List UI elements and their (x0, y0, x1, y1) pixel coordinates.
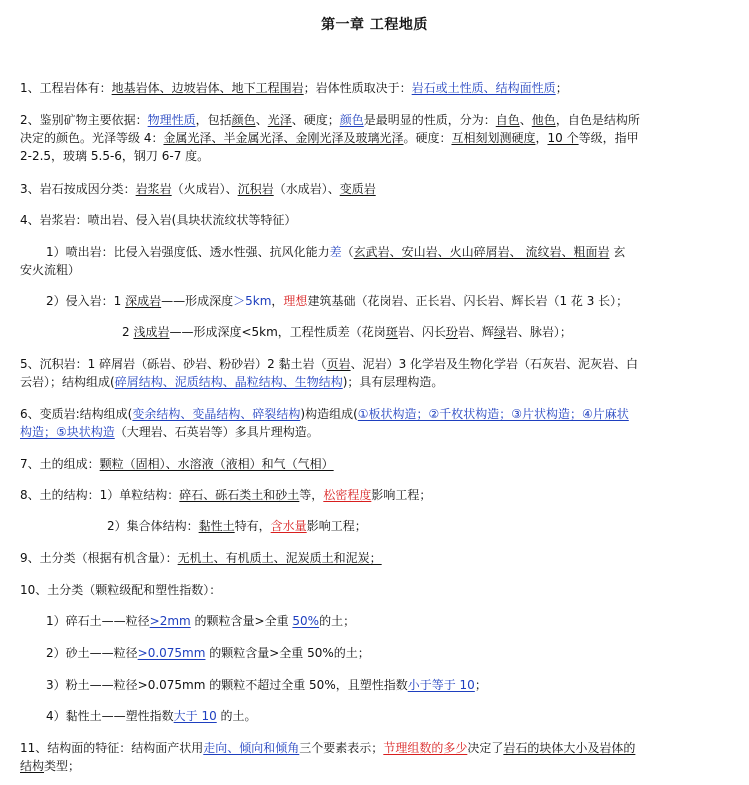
highlighted-text: 走向、倾向和倾角 (203, 741, 300, 755)
underlined-text: 结构 (20, 759, 45, 773)
highlighted-text: 大于 10 (173, 709, 217, 723)
text: 是最明显的性质，分为： (363, 113, 496, 127)
paragraph-1 (20, 79, 568, 97)
text: 等， (299, 488, 324, 502)
text: 4、岩浆岩：喷出岩、侵入岩(具块状流纹状等特征） (20, 213, 297, 227)
text: （大理岩、石英岩等）多具片理构造。 (114, 425, 319, 439)
text: 9、土分类（根据有机含量）： (20, 551, 178, 565)
paragraph-5-line-1 (20, 355, 638, 373)
text: 岩、闪长 (397, 325, 446, 339)
paragraph-11-line-2 (20, 757, 80, 775)
paragraph-10-3 (46, 676, 487, 694)
text: 、硬度； (291, 113, 340, 127)
highlighted-text: >0.075mm (137, 646, 206, 660)
text: 1）碎石土——粒径 (46, 614, 150, 628)
highlighted-text: 碎屑结构、泥质结构、晶粒结构、生物结构 (114, 375, 343, 389)
underlined-text: 颗粒（固相）、水溶液（液相）和气（气相） (99, 457, 334, 471)
paragraph-9 (20, 549, 382, 567)
paragraph-4-1-line-2 (20, 261, 80, 279)
paragraph-8 (20, 486, 431, 504)
paragraph-2-line-3 (20, 147, 209, 165)
paragraph-2-line-2 (20, 129, 639, 147)
text: 1）喷出岩：比侵入岩强度低、透水性强、抗风化能力 (46, 245, 330, 259)
text: 。硬度： (403, 131, 452, 145)
paragraph-10 (20, 581, 221, 599)
underlined-text: 页岩 (326, 357, 351, 371)
underlined-text: 沉积岩 (237, 182, 274, 196)
text: 岩、脉岩）； (505, 325, 572, 339)
paragraph-10-4 (46, 707, 257, 725)
paragraph-2-line-1 (20, 111, 640, 129)
text: 影响工程； (371, 488, 432, 502)
text: ， (535, 131, 548, 145)
text: 三个要素表示； (299, 741, 384, 755)
red-text: 理想 (283, 294, 308, 308)
text: 1、工程岩体有： (20, 81, 112, 95)
underlined-text: 无机土、有机质土、泥炭质土和泥炭； (177, 551, 382, 565)
paragraph-4-1-line-1 (46, 243, 625, 261)
text: 玄 (609, 245, 626, 259)
text: 3、岩石按成因分类： (20, 182, 136, 196)
text: 的颗粒含量>全重 (190, 614, 293, 628)
text: （水成岩）、 (273, 182, 340, 196)
text: 3）粉土——粒径>0.075mm 的颗粒不超过全重 50%，且塑性指数 (46, 678, 408, 692)
text: ；岩体性质取决于： (303, 81, 412, 95)
red-text: 节理组数的多少 (383, 741, 468, 755)
text: 影响工程； (306, 519, 367, 533)
underlined-text: 黏性土 (198, 519, 235, 533)
underlined-text: 斑 (385, 325, 398, 339)
underlined-text: 碎石、砾石类土和砂土 (179, 488, 300, 502)
text: ； (474, 678, 487, 692)
text: 8、土的结构：1）单粒结构： (20, 488, 180, 502)
paragraph-8-2 (107, 517, 367, 535)
underlined-text: 自色 (495, 113, 520, 127)
text: 的土。 (216, 709, 257, 723)
text: 类型； (44, 759, 81, 773)
chapter-title: 第一章 工程地质 (321, 17, 428, 33)
paragraph-3 (20, 180, 376, 198)
highlighted-text: 变余结构、变晶结构、碎裂结构 (132, 407, 301, 421)
text: 决定的颜色。光泽等级 4： (20, 131, 164, 145)
red-text: 松密程度 (323, 488, 372, 502)
underlined-text: 金属光泽、半金属光泽、金刚光泽及玻璃光泽 (163, 131, 404, 145)
text: ，包括 (195, 113, 232, 127)
text: 2）集合体结构： (107, 519, 199, 533)
text: ； (555, 81, 568, 95)
text: （火成岩）、 (171, 182, 238, 196)
highlighted-text: 差 (329, 245, 342, 259)
underlined-text: 光泽 (267, 113, 292, 127)
paragraph-6-line-2 (20, 423, 319, 441)
paragraph-6-line-1 (20, 405, 629, 423)
text: 2）侵入岩：1 (46, 294, 126, 308)
highlighted-text: 构造；⑤块状构造 (20, 425, 115, 439)
underlined-text: 深成岩 (125, 294, 162, 308)
paragraph-5-line-2 (20, 373, 443, 391)
text: ——形成深度<5km，工程性质差（花岗 (169, 325, 386, 339)
text: 决定了 (467, 741, 504, 755)
highlighted-text: 50% (292, 614, 320, 628)
text: 5、沉积岩：1 碎屑岩（砾岩、砂岩、粉砂岩）2 黏土岩（ (20, 357, 327, 371)
paragraph-10-1 (46, 612, 355, 630)
underlined-text: 绿 (493, 325, 506, 339)
text: 的土； (319, 614, 356, 628)
paragraph-7 (20, 455, 334, 473)
text: 、 (519, 113, 532, 127)
text: 的颗粒含量>全重 50%的土； (205, 646, 370, 660)
text: 特有， (234, 519, 271, 533)
text: 11、结构面的特征：结构面产状用 (20, 741, 204, 755)
text: ， (271, 294, 284, 308)
text: 云岩）；结构组成( (20, 375, 115, 389)
underlined-text: 10 个 (547, 131, 579, 145)
underlined-text: 互相刻划测硬度 (451, 131, 536, 145)
text: （ (341, 245, 354, 259)
text: 建筑基础（花岗岩、正长岩、闪长岩、辉长岩（1 花 3 长）； (307, 294, 629, 308)
text: 10、土分类（颗粒级配和塑性指数）： (20, 583, 222, 597)
paragraph-4-3 (122, 323, 572, 341)
underlined-text: 浅成岩 (133, 325, 170, 339)
text: ——形成深度 (161, 294, 234, 308)
highlighted-text: 岩石或土性质、结构面性质 (411, 81, 556, 95)
text: 、 (255, 113, 268, 127)
text: 等级，指甲 (578, 131, 639, 145)
underlined-text: 岩浆岩 (135, 182, 172, 196)
text: 安火流粗） (20, 263, 81, 277)
underlined-text: 岩石的块体大小及岩体的 (503, 741, 636, 755)
underlined-text: 地基岩体、边坡岩体、地下工程围岩 (111, 81, 304, 95)
highlighted-text: ①板状构造；②千枚状构造；③片状构造；④片麻状 (357, 407, 629, 421)
text: 2 (122, 325, 134, 339)
text: 2、鉴别矿物主要依据： (20, 113, 148, 127)
text: )构造组成( (300, 407, 358, 421)
underlined-text: 变质岩 (339, 182, 376, 196)
underlined-text: 玄武岩、安山岩、火山碎屑岩、 流纹岩、粗面岩 (353, 245, 610, 259)
highlighted-text: 颜色 (339, 113, 364, 127)
text: 2）砂土——粒径 (46, 646, 138, 660)
text: 7、土的组成： (20, 457, 100, 471)
text: )；具有层理构造。 (342, 375, 444, 389)
text: 、泥岩）3 化学岩及生物化学岩（石灰岩、泥灰岩、白 (350, 357, 639, 371)
underlined-text: 玢 (445, 325, 458, 339)
paragraph-4 (20, 211, 296, 229)
text: 2-2.5，玻璃 5.5-6，钢刀 6-7 度。 (20, 149, 210, 163)
paragraph-10-2 (46, 644, 370, 662)
text: 岩、辉 (457, 325, 494, 339)
red-text: 含水量 (270, 519, 307, 533)
paragraph-11-line-1 (20, 739, 635, 757)
highlighted-text: ＞5km (233, 294, 272, 308)
underlined-text: 他色 (531, 113, 556, 127)
underlined-text: 颜色 (231, 113, 256, 127)
highlighted-text: >2mm (149, 614, 191, 628)
highlighted-text: 小于等于 10 (407, 678, 475, 692)
text: ，自色是结构所 (555, 113, 640, 127)
text: 6、变质岩:结构组成( (20, 407, 133, 421)
paragraph-4-2 (46, 292, 628, 310)
highlighted-text: 物理性质 (147, 113, 196, 127)
text: 4）黏性土——塑性指数 (46, 709, 174, 723)
